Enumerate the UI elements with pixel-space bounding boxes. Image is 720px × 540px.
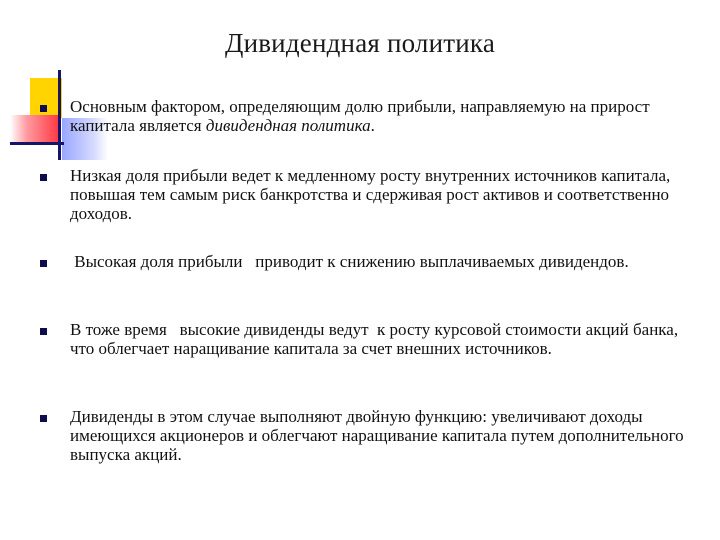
square-bullet-icon <box>40 328 47 335</box>
bullet-text: Низкая доля прибыли ведет к медленному росту внутренних источников капитала, повышая тем самым риск банкротства и сдерживая рост активов и соответственно доходов. <box>70 166 671 223</box>
bullet-text-main: Основным фактором, определяющим долю прибыли, направляемую на прирост капитала является <box>70 97 650 135</box>
bullet-text-tail: . <box>370 116 375 135</box>
square-bullet-icon <box>40 174 47 181</box>
square-bullet-icon <box>40 415 47 422</box>
bullet-text: В тоже время высокие дивиденды ведут к росту курсовой стоимости акций банка, что облегчает наращивание капитала за счет внешних источников. <box>70 320 683 358</box>
bullet-text: Высокая доля прибыли приводит к снижению выплачиваемых дивидендов. <box>70 252 629 271</box>
square-bullet-icon <box>40 260 47 267</box>
square-bullet-icon <box>40 105 47 112</box>
bullet-text <box>70 97 685 135</box>
slide-title: Дивидендная политика <box>224 28 496 58</box>
bullet-text-emphasis: дивидендная политика <box>205 116 371 135</box>
bullet-text: Дивиденды в этом случае выполняют двойную функцию: увеличивают доходы имеющихся акционеров и облегчают наращивание капитала путем дополнительного выпуска акций. <box>70 407 684 464</box>
